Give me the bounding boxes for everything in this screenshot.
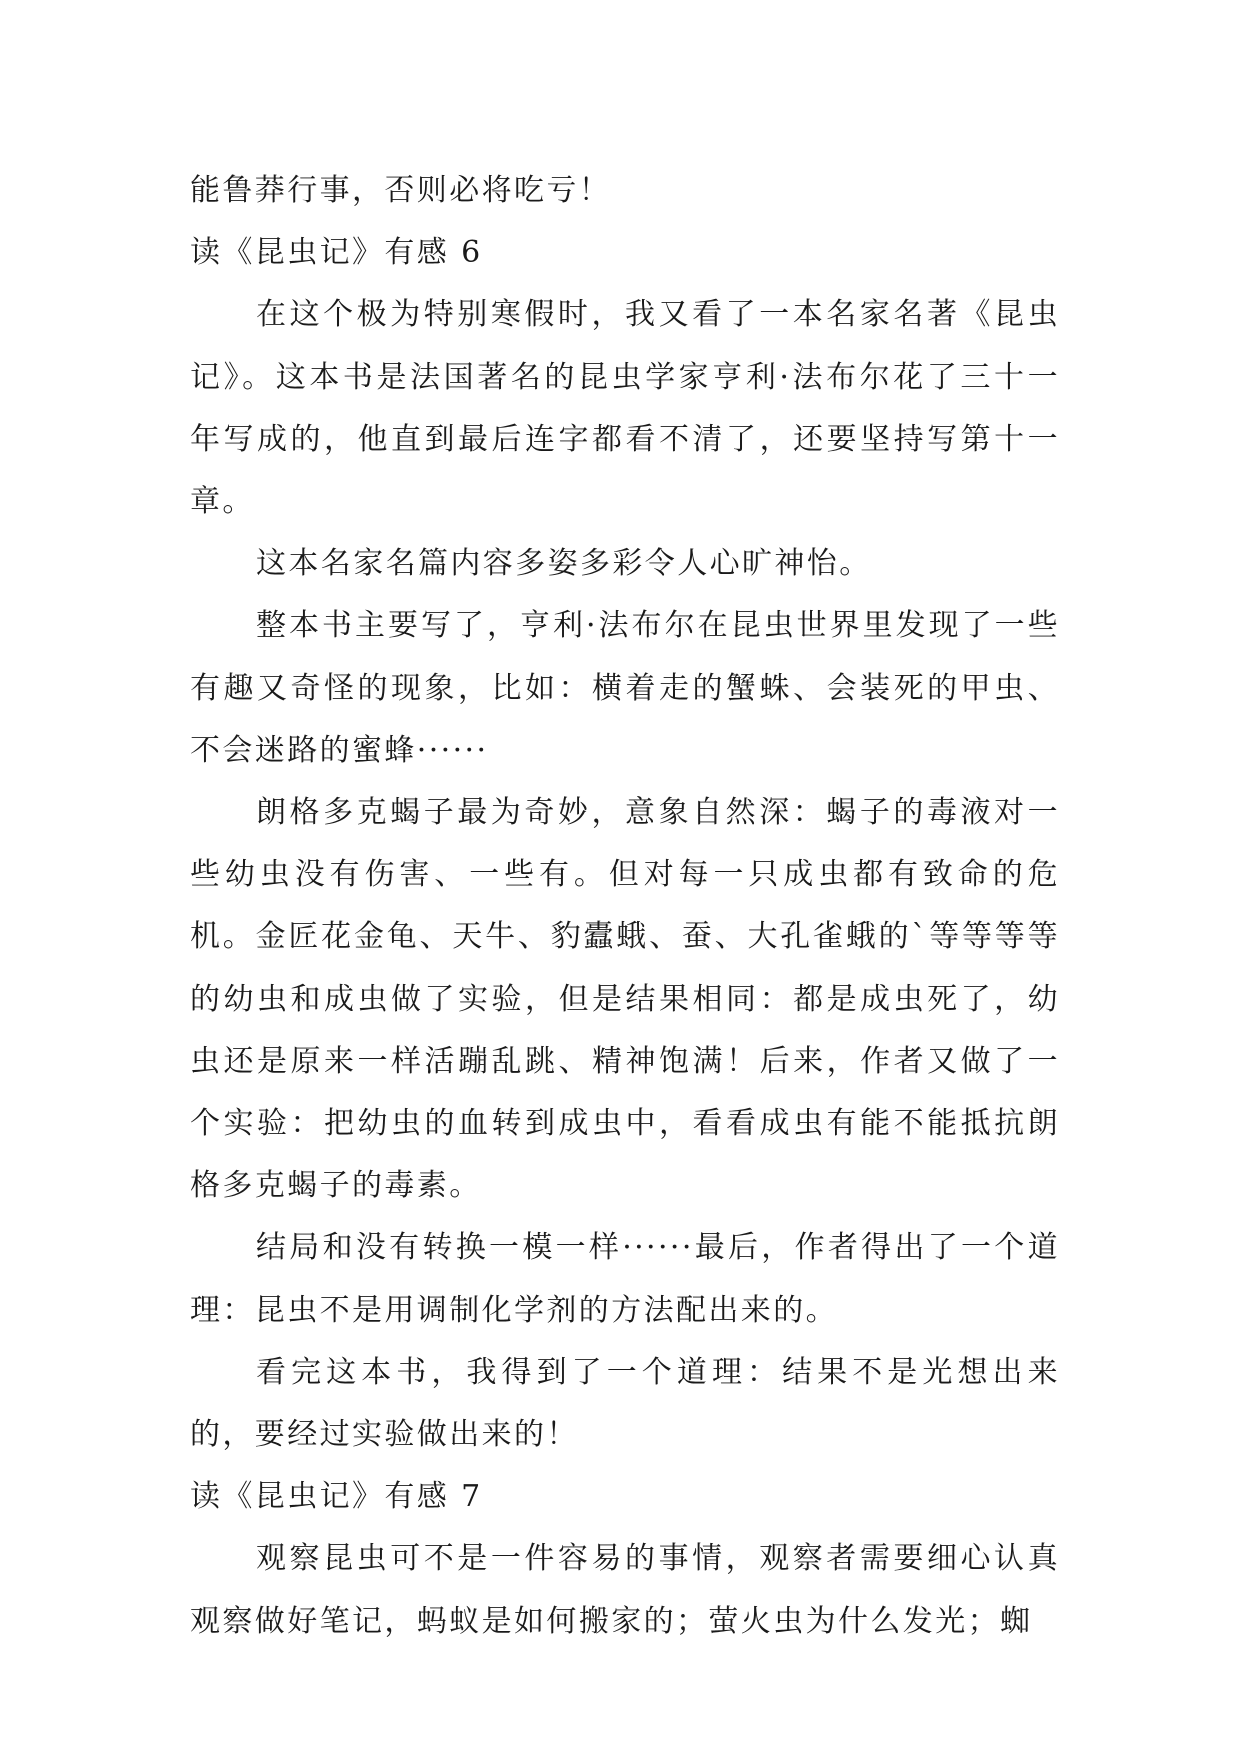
section-title-7: 读《昆虫记》有感 7 bbox=[190, 1479, 483, 1515]
paragraph-reflection: 看完这本书，我得到了一个道理：结果不是光想出来的，要经过实验做出来的！ bbox=[190, 1354, 1060, 1453]
paragraph-intro: 在这个极为特别寒假时，我又看了一本名家名著《昆虫记》。这本书是法国著名的昆虫学家亨利·法布尔花了三十一年写成的，他直到最后连字都看不清了，还要坚持写第十一章。 bbox=[190, 297, 1060, 519]
paragraph-observation: 观察昆虫可不是一件容易的事情，观察者需要细心认真观察做好笔记，蚂蚁是如何搬家的；萤火虫为什么发光；蜘 bbox=[190, 1541, 1060, 1639]
section-title-6: 读《昆虫记》有感 6 bbox=[190, 235, 483, 271]
continued-line: 能鲁莽行事，否则必将吃亏！ bbox=[190, 173, 612, 208]
paragraph-scorpion: 朗格多克蝎子最为奇妙，意象自然深：蝎子的毒液对一些幼虫没有伤害、一些有。但对每一只成虫都有致命的危机。金匠花金龟、天牛、豹蠹蛾、蚕、大孔雀蛾的`等等等等的幼虫和成虫做了实验，但是结果相同：都是成虫死了，幼虫还是原来一样活蹦乱跳、精神饱满！后来，作者又做了一个实验：把幼虫的血转到成虫中，看看成虫有能不能抵抗朗格多克蝎子的毒素。 bbox=[190, 795, 1060, 1204]
paragraph-content-praise: 这本名家名篇内容多姿多彩令人心旷神怡。 bbox=[256, 546, 872, 582]
paragraph-summary: 整本书主要写了，亨利·法布尔在昆虫世界里发现了一些有趣又奇怪的现象，比如：横着走的蟹蛛、会装死的甲虫、不会迷路的蜜蜂······ bbox=[190, 608, 1060, 768]
paragraph-conclusion: 结局和没有转换一模一样······最后，作者得出了一个道理：昆虫不是用调制化学剂的方法配出来的。 bbox=[190, 1230, 1060, 1328]
document-body bbox=[190, 160, 1060, 1653]
